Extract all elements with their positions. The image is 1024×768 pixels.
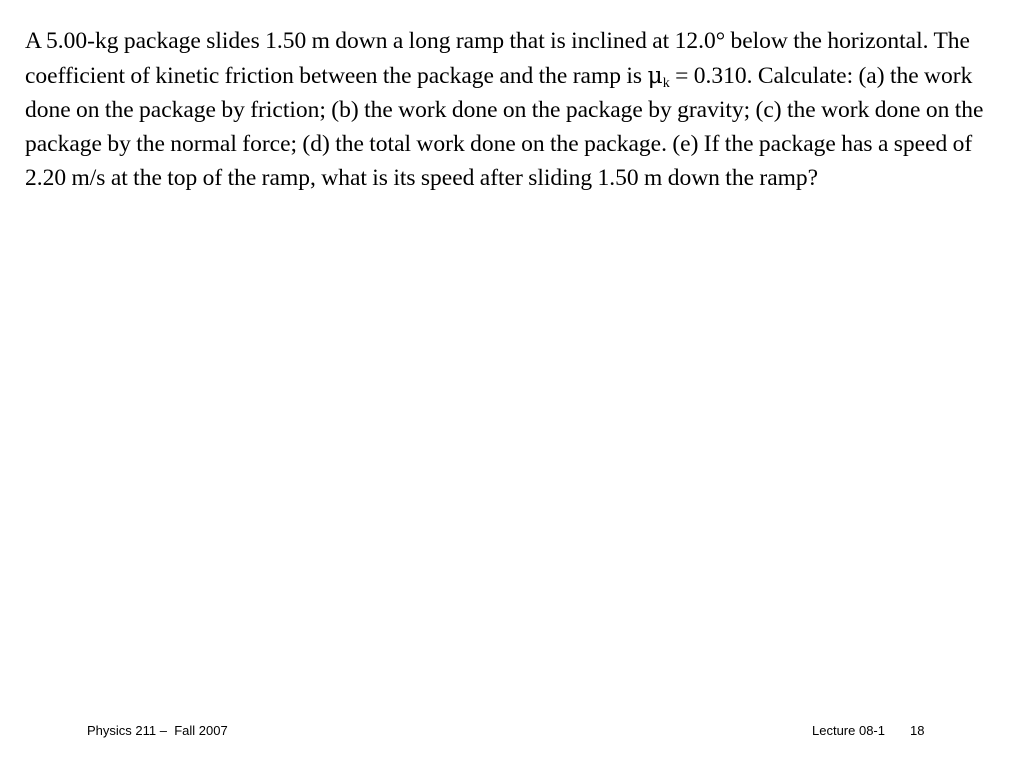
problem-statement xyxy=(25,24,1017,195)
page-number: 18 xyxy=(910,723,925,738)
mu-symbol: μ xyxy=(647,61,663,89)
problem-text-part1: A 5.00-kg package slides 1.50 m down a long ramp that is inclined at 12.0° below the horizontal. The coefficient of kinetic friction between the package and the ramp is xyxy=(25,28,970,89)
footer-lecture-info xyxy=(812,723,924,738)
footer-lecture: Lecture 08-1 xyxy=(812,723,885,738)
mu-subscript: k xyxy=(662,76,670,91)
problem-text-part2: = 0.310. Calculate: (a) the work done on the package by friction; (b) the work done on the package by gravity; (c) the work done on the package by the normal force; (d) the total work done on the package. (e) If the package has a speed of 2.20 m/s at the top of the ramp, what is its speed after sliding 1.50 m down the ramp? xyxy=(25,63,984,191)
footer-course: Physics 211 – Fall 2007 xyxy=(87,723,228,738)
